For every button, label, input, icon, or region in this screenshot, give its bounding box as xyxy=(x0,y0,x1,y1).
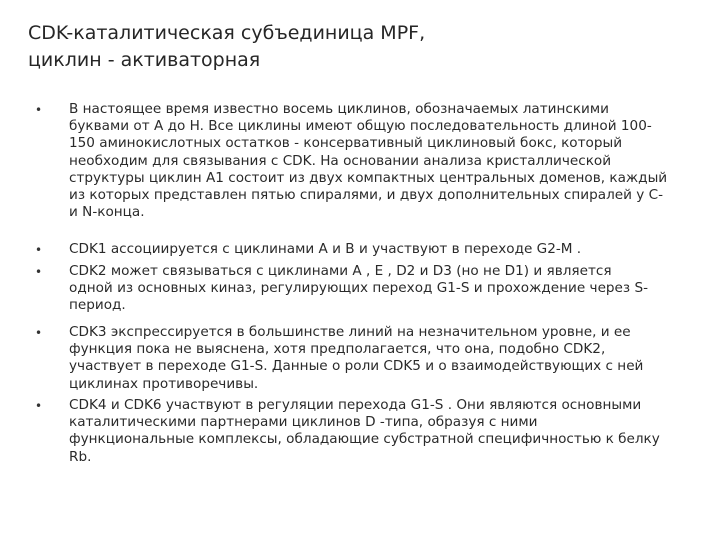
text-line: и N-конца. xyxy=(69,204,145,221)
bullet-text xyxy=(69,241,699,258)
text-line: циклинах противоречивы. xyxy=(69,375,259,392)
text-line: Rb. xyxy=(69,448,92,465)
text-line: функция пока не выяснена, хотя предполагается, что она, подобно CDK2, xyxy=(69,341,606,358)
slide-title xyxy=(28,20,688,74)
bullet-dot-icon: • xyxy=(35,265,43,279)
bullet-text xyxy=(69,324,699,393)
text-line: 150 аминокислотных остатков - консервативный циклиновый бокс, который xyxy=(69,135,623,152)
text-line: структуры циклин A1 состоит из двух компактных центральных доменов, каждый xyxy=(69,169,668,186)
text-line: функциональные комплексы, обладающие субстратной специфичностью к белку xyxy=(69,431,660,448)
text-line: одной из основных киназ, регулирующих переход G1-S и прохождение через S- xyxy=(69,280,649,297)
bullet-dot-icon: • xyxy=(35,326,43,340)
bullet-text xyxy=(69,397,699,466)
text-line: необходим для связывания с CDK. На основании анализа кристаллической xyxy=(69,152,612,169)
bullet-dot-icon: • xyxy=(35,243,43,257)
bullet-text xyxy=(69,101,699,221)
text-line: из которых представлен пятью спиралями, и двух дополнительных спиралей у C- xyxy=(69,187,664,204)
title-line-2: циклин - активаторная xyxy=(28,49,261,71)
text-line: CDK4 и CDK6 участвуют в регуляции перехода G1-S . Они являются основными xyxy=(69,397,642,413)
text-line: период. xyxy=(69,297,126,314)
bullet-dot-icon: • xyxy=(35,399,43,413)
text-line: каталитическими партнерами циклинов D -типа, образуя с ними xyxy=(69,414,538,431)
text-line: CDK3 экспрессируется в большинстве линий на незначительном уровне, и ее xyxy=(69,324,631,340)
text-line: CDK1 ассоциируется с циклинами А и B и участвуют в переходе G2-M . xyxy=(69,241,582,257)
text-line: В настоящее время известно восемь циклинов, обозначаемых латинскими xyxy=(69,101,609,117)
text-line: участвует в переходе G1-S. Данные о роли CDK5 и о взаимодействующих с ней xyxy=(69,358,644,375)
text-line: CDK2 может связываться с циклинами А , Е , D2 и D3 (но не D1) и является xyxy=(69,263,612,279)
title-line-1: CDK-каталитическая субъединица MPF, xyxy=(28,22,426,44)
bullet-dot-icon: • xyxy=(35,103,43,117)
text-line: буквами от A до H. Все циклины имеют общую последовательность длиной 100- xyxy=(69,118,652,135)
bullet-text xyxy=(69,263,699,315)
